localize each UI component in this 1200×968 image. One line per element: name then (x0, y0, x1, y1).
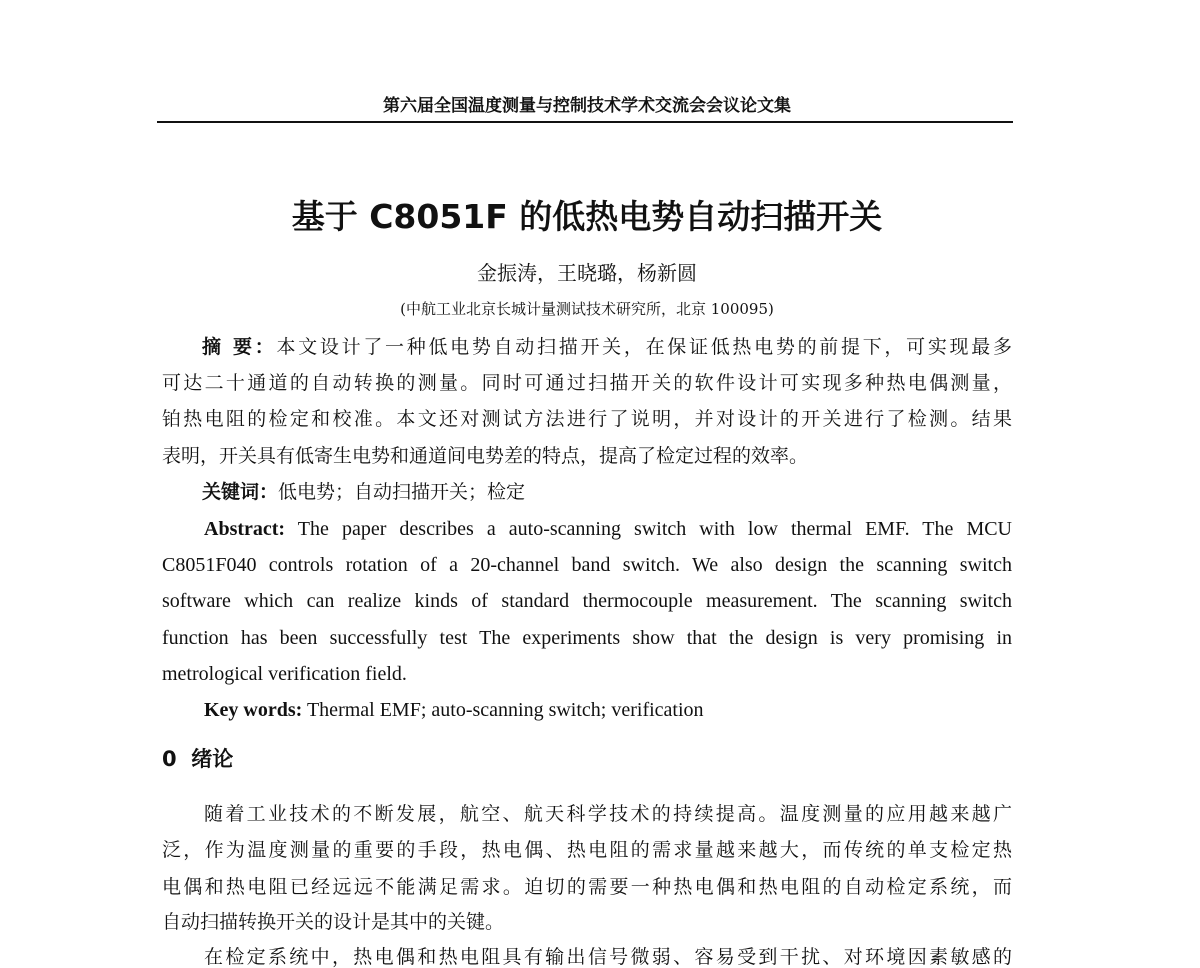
abstract-cn-line: 摘 要：本文设计了一种低电势自动扫描开关，在保证低热电势的前提下，可实现最多 (202, 336, 1012, 358)
abstract-cn-line: 可达二十通道的自动转换的测量。同时可通过扫描开关的软件设计可实现多种热电偶测量， (162, 372, 1012, 394)
body-line: 电偶和热电阻已经远远不能满足需求。迫切的需要一种热电偶和热电阻的自动检定系统，而 (162, 876, 1012, 898)
header-rule (157, 121, 1013, 123)
abstract-en-label: Abstract: (204, 518, 286, 540)
affiliation: (中航工业北京长城计量测试技术研究所，北京 100095) (400, 300, 774, 318)
body-line: 自动扫描转换开关的设计是其中的关键。 (162, 911, 505, 933)
paper-title: 基于 C8051F 的低热电势自动扫描开关 (291, 197, 883, 236)
abstract-cn-line: 表明，开关具有低寄生电势和通道间电势差的特点，提高了检定过程的效率。 (162, 445, 809, 467)
keywords-en: Key words: Thermal EMF; auto-scanning switch; verification (204, 699, 704, 721)
running-header: 第六届全国温度测量与控制技术学术交流会会议论文集 (383, 96, 791, 116)
keywords-cn: 关键词：低电势；自动扫描开关；检定 (202, 481, 526, 503)
section-heading: 0 绪论 (162, 747, 234, 771)
body-line: 泛，作为温度测量的重要的手段，热电偶、热电阻的需求量越来越大，而传统的单支检定热 (162, 839, 1012, 861)
abstract-en-line: software which can realize kinds of standard thermocouple measurement. The scanning switch (162, 590, 1012, 612)
abstract-en-line: metrological verification field. (162, 663, 407, 685)
authors: 金振涛，王晓璐，杨新圆 (477, 261, 697, 285)
body-line: 在检定系统中，热电偶和热电阻具有输出信号微弱、容易受到干扰、对环境因素敏感的 (204, 946, 1012, 968)
abstract-en-line: C8051F040 controls rotation of a 20-channel band switch. We also design the scanning switch (162, 554, 1012, 576)
abstract-cn-line: 铂热电阻的检定和校准。本文还对测试方法进行了说明，并对设计的开关进行了检测。结果 (162, 408, 1012, 430)
abstract-cn-label: 摘 要： (202, 336, 277, 358)
body-line: 随着工业技术的不断发展，航空、航天科学技术的持续提高。温度测量的应用越来越广 (204, 803, 1012, 825)
abstract-en-line: function has been successfully test The experiments show that the design is very promising in (162, 627, 1012, 649)
abstract-en-line: Abstract: The paper describes a auto-scanning switch with low thermal EMF. The MCU (204, 518, 1013, 540)
